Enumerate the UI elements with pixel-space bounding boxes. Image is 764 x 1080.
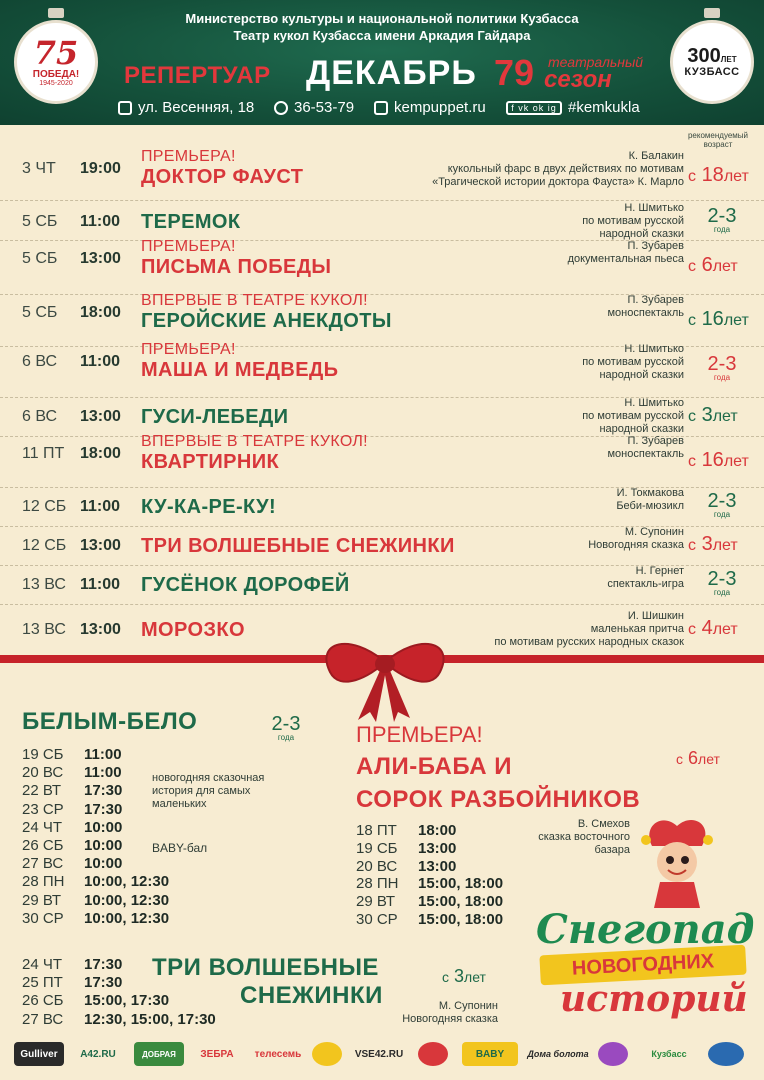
show-author-block [432,150,684,189]
show-desc2: народной сказки [599,227,684,240]
age-value: 18 [701,164,724,186]
site-link[interactable]: kempuppet.ru [394,99,486,116]
age-suffix: лет [723,168,749,185]
globe-icon [374,101,388,115]
schedule-time: 15:00, 18:00 [418,911,504,928]
age-column-header: рекомендуемый возраст [687,131,749,149]
repertoire-label: РЕПЕРТУАР [124,62,271,89]
show-tag: ПРЕМЬЕРА! [141,148,236,165]
show-title: ГЕРОЙСКИЕ АНЕКДОТЫ [141,310,392,332]
schedule-time: 13:00 [418,839,457,857]
age-prefix: с [688,258,696,275]
belym-title: БЕЛЫМ-БЕЛО [22,708,198,735]
promo-line-2: НОВОГОДНИХ [539,945,746,986]
schedule-date: 28 ПН [22,873,65,891]
show-title: КВАРТИРНИК [141,451,280,473]
ali-age-pre: с [676,751,683,767]
belym-note-3: маленьких [152,798,207,810]
show-title: ТРИ ВОЛШЕБНЫЕ СНЕЖИНКИ [141,535,455,557]
show-author: Н. Шмитько [624,201,684,214]
schedule-time: 17:30 [84,800,123,818]
show-title: МАША И МЕДВЕДЬ [141,359,339,381]
schedule-row [0,398,764,434]
sponsor-a42[interactable]: А42.RU [80,1048,116,1060]
ali-age [676,748,720,769]
jester-mascot-icon [632,812,722,908]
social-item[interactable] [506,99,640,116]
age-suffix: лет [723,312,749,329]
schedule-time: 17:30 [84,974,123,992]
show-age-range [698,569,746,597]
show-time: 13:00 [80,621,121,638]
show-desc1: Новогодняя сказка [588,538,684,551]
show-age [688,617,760,640]
schedule-row [0,488,764,524]
season-word-1: театральный [548,54,644,70]
show-time: 11:00 [80,353,121,370]
age-suffix: лет [712,537,738,554]
kuzbass-number: 300 [687,45,721,67]
schedule-date: 29 ВТ [356,893,396,911]
age-suffix: лет [712,621,738,638]
schedule-time: 11:00 [84,764,122,782]
victory-years: 1945-2020 [39,80,73,87]
schedule-date: 25 ПТ [22,974,63,992]
schedule-row [0,150,764,198]
age-value: 3 [701,404,713,426]
show-title: ГУСИ-ЛЕБЕДИ [141,406,289,428]
schedule-date: 30 СР [356,911,398,928]
show-age-range [698,491,746,519]
schedule-row [0,201,764,240]
show-author-block [607,435,684,461]
show-author: И. Шишкин [627,609,684,622]
age-range-sub: года [713,510,731,519]
age-range-value: 2-3 [707,490,737,512]
show-date: 13 ВС [22,621,66,638]
snezhinki-age [442,966,486,987]
belym-age [262,714,310,742]
show-desc1: моноспектакль [607,448,684,460]
ali-desc-2: базара [594,844,630,856]
age-prefix: с [688,168,696,185]
show-author: М. Супонин [624,525,684,538]
show-title: ГУСЁНОК ДОРОФЕЙ [141,574,350,596]
show-title: КУ-КА-РЕ-КУ! [141,496,277,518]
age-value: 16 [701,308,724,330]
schedule-time: 10:00, 12:30 [84,891,170,909]
age-range-sub: года [713,373,731,382]
promo-line-3: историй [560,978,748,1020]
ali-title-2: СОРОК РАЗБОЙНИКОВ [356,786,641,813]
show-age-range [698,206,746,234]
show-date: 13 ВС [22,576,66,593]
snezhinki-title-1: ТРИ ВОЛШЕБНЫЕ [152,954,379,981]
show-author-block [568,240,684,266]
sponsor-logo-11[interactable] [598,1042,628,1066]
age-suffix: лет [712,408,738,425]
snezhinki-age-val: 3 [454,966,465,986]
snezhinki-desc: Новогодняя сказка [402,1013,498,1025]
phone-icon [274,101,288,115]
show-author-block [607,294,684,320]
schedule-date: 20 ВС [356,857,398,875]
show-desc1: кукольный фарс в двух действиях по мотивам [447,163,684,175]
show-author-block [494,610,684,649]
theater-line: Театр кукол Кузбасса имени Аркадия Гайдара [233,28,531,43]
show-age [688,164,760,187]
show-author-block [588,526,684,552]
age-value: 6 [701,254,713,276]
schedule-date: 26 СБ [22,837,64,854]
show-author: И. Токмакова [616,486,684,499]
victory-number: 75 [33,34,79,72]
show-time: 19:00 [80,160,121,177]
sponsor-logo-8[interactable] [418,1042,448,1066]
snezhinki-age-pre: с [442,969,449,985]
snezhinki-author: М. Супонин [438,1000,498,1012]
phone-item [274,99,354,116]
schedule-date: 23 СР [22,800,64,818]
belym-note [152,772,264,811]
location-icon [118,101,132,115]
schedule-date: 24 ЧТ [22,956,63,973]
show-age [688,533,760,556]
age-prefix: с [688,621,696,638]
show-desc2: по мотивам русских народных сказок [494,635,684,648]
sponsor-baby[interactable]: BABY [462,1042,518,1066]
show-desc1: по мотивам русской [582,356,684,368]
kuzbass-sub: ЛЕТ [720,55,737,64]
schedule-row [0,566,764,602]
show-time: 18:00 [80,445,121,462]
show-author-block [582,397,684,436]
show-time: 13:00 [80,250,121,267]
show-time: 18:00 [80,304,121,321]
schedule-time: 13:00 [418,857,457,875]
schedule-time: 11:00 [84,746,122,763]
schedule-date: 27 ВС [22,1010,64,1028]
show-desc1: по мотивам русской [582,214,684,227]
age-prefix: с [688,537,696,554]
show-date: 5 СБ [22,250,58,267]
ali-tag: ПРЕМЬЕРА! [356,722,483,747]
schedule-date: 24 ЧТ [22,818,63,836]
show-author-block [607,565,684,591]
schedule-row [0,294,764,344]
schedule-date: 20 ВС [22,764,64,782]
schedule-date: 26 СБ [22,992,64,1010]
month-label: ДЕКАБРЬ [306,54,477,92]
schedule-date: 19 СБ [22,746,64,763]
snezhinki-title-2: СНЕЖИНКИ [240,982,383,1009]
social-icons[interactable]: f vk ok ig [506,101,562,115]
victory-75-ornament [6,8,106,108]
schedule-row [0,435,764,485]
victory-word: ПОБЕДА! [32,69,80,80]
snezhinki-age-suf: лет [464,969,486,985]
phone-text: 36-53-79 [294,99,355,116]
age-range-sub: года [713,588,731,597]
show-date: 6 ВС [22,353,58,370]
schedule-date: 18 ПТ [356,822,397,839]
schedule-date: 19 СБ [356,839,398,857]
ali-age-suf: лет [698,751,720,767]
belym-age-sub: года [277,733,295,742]
belym-note-1: новогодняя сказочная [152,772,265,784]
show-desc2: народной сказки [599,422,684,435]
show-author-block [616,487,684,513]
age-prefix: с [688,312,696,329]
sponsor-telesem[interactable]: телесемь [254,1048,302,1060]
age-prefix: с [688,408,696,425]
age-range-sub: года [713,225,731,234]
age-value: 3 [701,533,713,555]
belym-age-value: 2-3 [271,713,301,735]
sponsor-vse42[interactable]: VSE42.RU [354,1048,404,1060]
sponsor-zebra[interactable]: ЗЕБРА [200,1048,234,1060]
schedule-date: 22 ВТ [22,782,62,800]
show-title: ТЕРЕМОК [141,211,241,233]
ali-title-1: АЛИ-БАБА И [356,753,512,780]
belym-note-2: история для самых [152,785,251,797]
schedule-date: 27 ВС [22,855,64,873]
show-author: Н. Шмитько [624,396,684,409]
site-item[interactable] [374,99,486,116]
schedule-time: 15:00, 18:00 [418,875,504,893]
show-time: 11:00 [80,213,121,230]
show-tag: ВПЕРВЫЕ В ТЕАТРЕ КУКОЛ! [141,292,368,309]
snezhinki-author-block [368,1000,498,1026]
show-tag: ПРЕМЬЕРА! [141,341,236,358]
sponsor-dobraya[interactable]: ДОБРАЯ [134,1042,184,1066]
show-date: 3 ЧТ [22,160,56,177]
show-title: МОРОЗКО [141,619,245,641]
hashtag-text: #kemkukla [568,99,640,116]
ali-author: В. Смехов [577,818,630,830]
show-time: 13:00 [80,408,121,425]
schedule-time: 17:30 [84,782,123,800]
show-tag: ВПЕРВЫЕ В ТЕАТРЕ КУКОЛ! [141,433,368,450]
schedule-time: 15:00, 18:00 [418,893,504,911]
show-age-range [698,354,746,382]
sponsor-doma-bolota[interactable]: Дома болота [527,1049,589,1059]
show-author: К. Балакин [628,150,684,162]
show-desc1: спектакль-игра [607,577,684,590]
header-title [124,50,644,98]
show-date: 6 ВС [22,408,58,425]
show-title: ПИСЬМА ПОБЕДЫ [141,256,332,278]
show-author: Н. Гернет [635,564,684,577]
show-age [688,254,760,277]
baby-ball-note: BABY-бал [152,841,208,855]
show-author-block [582,202,684,241]
schedule-date: 28 ПН [356,875,399,893]
ministry-line: Министерство культуры и национальной политики Кузбасса [185,11,579,26]
show-desc1: по мотивам русской [582,409,684,422]
show-date: 11 ПТ [22,445,65,462]
show-desc1: Беби-мюзикл [616,499,684,512]
schedule-date: 30 СР [22,909,64,927]
schedule-time: 10:00, 12:30 [84,909,170,927]
ali-title [356,750,640,816]
show-time: 11:00 [80,576,121,593]
schedule-date: 29 ВТ [22,891,62,909]
show-time: 13:00 [80,537,121,554]
show-author-block [582,343,684,382]
age-suffix: лет [723,453,749,470]
address-item [118,99,254,116]
show-date: 12 СБ [22,498,67,515]
sponsor-logo-13[interactable] [708,1042,744,1066]
schedule-row [0,527,764,563]
show-desc2: «Трагической истории доктора Фауста» К. Марло [432,176,684,188]
show-age [688,308,760,331]
show-time: 11:00 [80,498,121,515]
show-desc1: маленькая притча [590,622,684,635]
age-suffix: лет [712,258,738,275]
age-value: 4 [701,617,713,639]
schedule-row [0,343,764,395]
schedule-time: 18:00 [418,822,457,839]
show-author: П. Зубарев [627,435,684,447]
header-banner [0,0,764,125]
age-value: 16 [701,449,724,471]
bow-icon [310,632,460,722]
contacts-bar [118,99,678,121]
show-desc1: документальная пьеса [567,253,684,265]
show-age [688,404,760,427]
schedule-time: 10:00 [84,855,123,873]
age-range-value: 2-3 [707,353,737,375]
address-text: ул. Весенняя, 18 [138,99,255,116]
show-date: 5 СБ [22,213,58,230]
show-date: 12 СБ [22,537,67,554]
promo-line-1: Снегопад [536,906,755,953]
schedule-row [0,240,764,292]
row-separator [0,604,764,605]
show-author: П. Зубарев [627,240,684,252]
show-author: Н. Шмитько [624,343,684,355]
schedule-time: 10:00, 12:30 [84,873,170,891]
sponsor-gulliver[interactable]: Gulliver [14,1042,64,1066]
schedule-time: 15:00, 17:30 [84,992,170,1010]
sponsor-logo-6[interactable] [312,1042,342,1066]
ali-desc-1: сказка восточного [538,831,630,843]
show-date: 5 СБ [22,304,58,321]
schedule-time: 10:00 [84,837,123,854]
schedule-time: 12:30, 15:00, 17:30 [84,1010,216,1028]
season-word-2: сезон [544,66,612,93]
schedule-time: 17:30 [84,956,123,973]
show-age [688,449,760,472]
sponsor-kuzbass[interactable]: Кузбасс [651,1049,687,1059]
ali-author-block [500,818,630,857]
show-title: ДОКТОР ФАУСТ [141,166,304,188]
kuzbass-300-ornament [662,8,762,108]
season-number: 79 [494,52,535,93]
age-range-value: 2-3 [707,205,737,227]
age-range-value: 2-3 [707,568,737,590]
sponsors-bar [0,1036,764,1080]
age-prefix: с [688,453,696,470]
show-author: П. Зубарев [627,294,684,306]
show-desc2: народной сказки [599,369,684,381]
show-desc1: моноспектакль [607,307,684,319]
schedule-time: 10:00 [84,818,123,836]
ali-age-val: 6 [688,748,699,768]
show-tag: ПРЕМЬЕРА! [141,238,236,255]
kuzbass-word: КУЗБАСС [684,66,740,78]
